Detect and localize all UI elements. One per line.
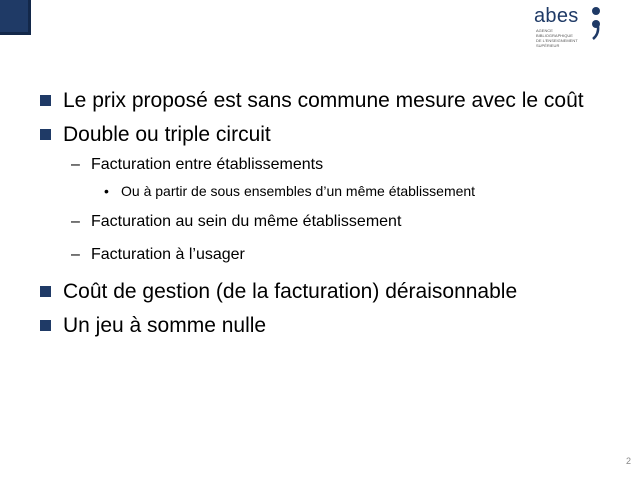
square-bullet-icon <box>40 320 51 331</box>
logo-wordmark: abes <box>534 5 579 27</box>
dash-bullet-icon: – <box>71 246 80 263</box>
bullet-item <box>38 88 598 113</box>
dot-bullet-icon: • <box>104 183 109 199</box>
sub-bullet-item <box>38 245 598 265</box>
logo-semicolon-mark <box>590 6 602 40</box>
sub-sub-bullet-item <box>38 182 598 200</box>
sub-bullet-item <box>38 212 598 232</box>
logo-tagline: AGENCE BIBLIOGRAPHIQUE DE L'ENSEIGNEMENT SUPÉRIEUR <box>536 28 578 48</box>
sub-bullet-text: Facturation à l’usager <box>91 246 245 263</box>
sub-bullet-text: Facturation au sein du même établissement <box>91 213 402 230</box>
sub-bullet-text: Facturation entre établissements <box>91 156 324 173</box>
bullet-text: Le prix proposé est sans commune mesure avec le coût <box>63 89 584 112</box>
bullet-item <box>38 279 598 304</box>
sub-bullet-item <box>38 155 598 175</box>
sub-sub-bullet-text: Ou à partir de sous ensembles d’un même établissement <box>121 183 476 199</box>
dash-bullet-icon: – <box>71 213 80 230</box>
square-bullet-icon <box>40 129 51 140</box>
page-number: 2 <box>625 456 631 466</box>
bullet-item <box>38 313 598 338</box>
bullet-item <box>38 122 598 147</box>
square-bullet-icon <box>40 286 51 297</box>
dash-bullet-icon: – <box>71 156 80 173</box>
bullet-text: Coût de gestion (de la facturation) déraisonnable <box>63 280 518 303</box>
slide-content <box>38 88 598 347</box>
abes-logo <box>522 4 602 48</box>
bullet-text: Un jeu à somme nulle <box>63 314 267 337</box>
corner-decoration <box>0 0 31 35</box>
bullet-text: Double ou triple circuit <box>63 123 271 146</box>
square-bullet-icon <box>40 95 51 106</box>
